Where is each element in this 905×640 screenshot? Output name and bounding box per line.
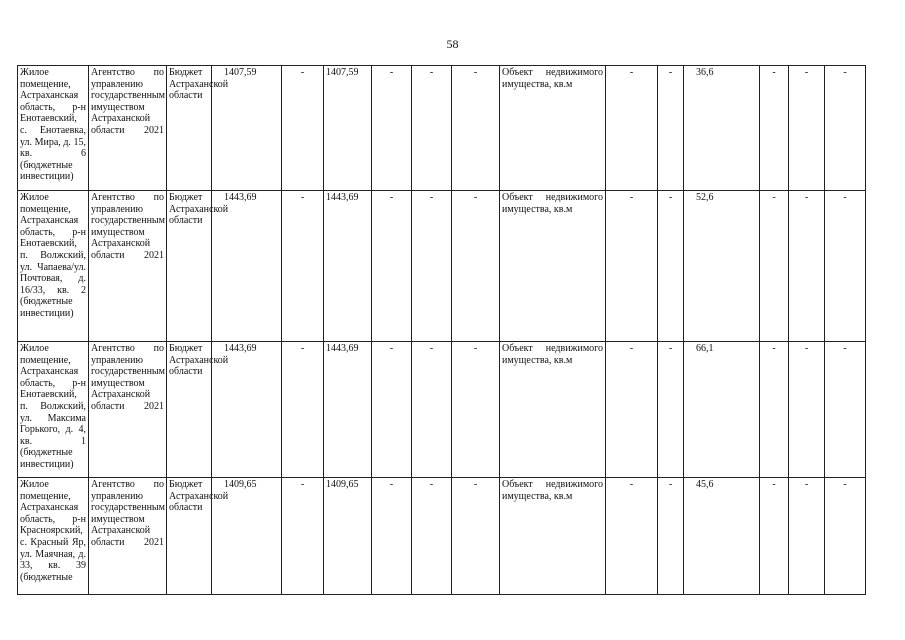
object-cell: Жилое помещение, Астраханская область, р-н Енотаевский, п. Волжский, ул. Чапаева/ул. Почтовая, д. 16/33, кв. 2 (бюджетные инвестиции) — [18, 191, 89, 342]
budget-table — [17, 65, 866, 595]
amount-cell: - — [282, 342, 324, 478]
total-amount-cell: 1443,69 — [212, 342, 282, 478]
indicator-cell: - — [789, 478, 825, 595]
regional-amount-cell: 1407,59 — [324, 66, 372, 191]
total-amount-cell: 1409,65 — [212, 478, 282, 595]
table-row — [18, 342, 866, 478]
result-type-cell: Объект недвижимого имущества, кв.м — [500, 478, 606, 595]
area-cell: 45,6 — [684, 478, 760, 595]
indicator-cell: - — [658, 478, 684, 595]
budget-source-cell: Бюджет Астраханской области — [167, 342, 212, 478]
indicator-cell: - — [760, 191, 789, 342]
table-row — [18, 478, 866, 595]
amount-cell: - — [412, 66, 452, 191]
amount-cell: - — [452, 66, 500, 191]
object-cell: Жилое помещение, Астраханская область, р-н Енотаевский, с. Енотаевка, ул. Мира, д. 15, кв. 6 (бюджетные инвестиции) — [18, 66, 89, 191]
agency-cell: Агентство по управлению государственным имуществом Астраханской области 2021 — [89, 342, 167, 478]
amount-cell: - — [412, 342, 452, 478]
indicator-cell: - — [760, 342, 789, 478]
indicator-cell: - — [789, 66, 825, 191]
area-cell: 66,1 — [684, 342, 760, 478]
agency-cell: Агентство по управлению государственным имуществом Астраханской области 2021 — [89, 478, 167, 595]
agency-cell: Агентство по управлению государственным имуществом Астраханской области 2021 — [89, 191, 167, 342]
amount-cell: - — [282, 66, 324, 191]
regional-amount-cell: 1443,69 — [324, 342, 372, 478]
indicator-cell: - — [789, 191, 825, 342]
amount-cell: - — [372, 342, 412, 478]
result-type-cell: Объект недвижимого имущества, кв.м — [500, 342, 606, 478]
indicator-cell: - — [606, 342, 658, 478]
amount-cell: - — [282, 191, 324, 342]
amount-cell: - — [452, 191, 500, 342]
total-amount-cell: 1407,59 — [212, 66, 282, 191]
indicator-cell: - — [606, 191, 658, 342]
result-type-cell: Объект недвижимого имущества, кв.м — [500, 191, 606, 342]
area-cell: 36,6 — [684, 66, 760, 191]
regional-amount-cell: 1409,65 — [324, 478, 372, 595]
amount-cell: - — [372, 191, 412, 342]
object-cell: Жилое помещение, Астраханская область, р-н Красноярский, с. Красный Яр, ул. Маячная, д. 33, кв. 39 (бюджетные — [18, 478, 89, 595]
budget-source-cell: Бюджет Астраханской области — [167, 478, 212, 595]
indicator-cell: - — [760, 478, 789, 595]
indicator-cell: - — [825, 478, 866, 595]
indicator-cell: - — [658, 66, 684, 191]
amount-cell: - — [372, 66, 412, 191]
object-cell: Жилое помещение, Астраханская область, р-н Енотаевский, п. Волжский, ул. Максима Горького, д. 4, кв. 1 (бюджетные инвестиции) — [18, 342, 89, 478]
amount-cell: - — [282, 478, 324, 595]
budget-source-cell: Бюджет Астраханской области — [167, 191, 212, 342]
indicator-cell: - — [606, 478, 658, 595]
budget-source-cell: Бюджет Астраханской области — [167, 66, 212, 191]
total-amount-cell: 1443,69 — [212, 191, 282, 342]
page-number: 58 — [446, 37, 459, 51]
indicator-cell: - — [825, 66, 866, 191]
indicator-cell: - — [825, 191, 866, 342]
amount-cell: - — [452, 342, 500, 478]
indicator-cell: - — [606, 66, 658, 191]
amount-cell: - — [412, 478, 452, 595]
indicator-cell: - — [825, 342, 866, 478]
table-row — [18, 66, 866, 191]
indicator-cell: - — [658, 191, 684, 342]
table-row — [18, 191, 866, 342]
indicator-cell: - — [760, 66, 789, 191]
regional-amount-cell: 1443,69 — [324, 191, 372, 342]
indicator-cell: - — [658, 342, 684, 478]
amount-cell: - — [452, 478, 500, 595]
result-type-cell: Объект недвижимого имущества, кв.м — [500, 66, 606, 191]
amount-cell: - — [412, 191, 452, 342]
agency-cell: Агентство по управлению государственным имуществом Астраханской области 2021 — [89, 66, 167, 191]
area-cell: 52,6 — [684, 191, 760, 342]
indicator-cell: - — [789, 342, 825, 478]
amount-cell: - — [372, 478, 412, 595]
